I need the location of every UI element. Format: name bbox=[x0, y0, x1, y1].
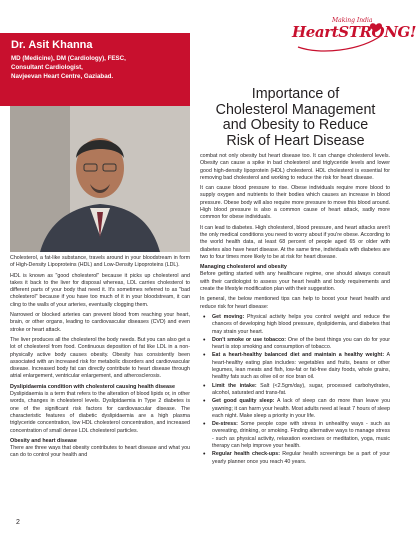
section-heading: Managing cholesterol and obesity bbox=[200, 264, 287, 271]
author-photo bbox=[10, 106, 190, 252]
list-item: • Eat a heart-healthy balanced diet and maintain a healthy weight: A heart-healthy eating plan includes: vegetables and fruits, beans or other legumes, lean meats and fish, low-fat or fat-free dairy foods, whole grains, healthy fats such as olive oil or rice bran oil. bbox=[200, 352, 390, 381]
logo-brand: HeartSTRONG! bbox=[292, 23, 416, 41]
list-item: • Don't smoke or use tobacco: One of the best things you can do for your heart is stop smoking and consumption of tobacco. bbox=[200, 337, 390, 352]
list-item: • Regular health check-ups: Regular health screenings be a part of your yearly planner once you reach 40 years. bbox=[200, 451, 390, 466]
headline-line: and Obesity to Reduce bbox=[222, 117, 369, 134]
author-name: Dr. Asit Khanna bbox=[11, 39, 93, 51]
paragraph: It can cause blood pressure to rise. Obese individuals require more blood to supply oxygen and nutrients to their bodies which causes an increase in blood pressure. Obese body will also require more pressure to move this blood around. High blood pressure is also a common cause of heart attack, sadly more common for obese individuals. bbox=[200, 185, 390, 221]
paragraph: Dyslipidaemia is a term that refers to the alteration of blood lipids or, in other words, changes in cholesterol levels. Dyslipidaemia in Type 2 diabetes is one of the significant risk factors for cardiovascular disease. The characteristic features of diabetic dyslipidaemia are a high plasma triglyceride concentration, low HDL cholesterol concentration, and increased concentration of small dense LDL cholesterol particles. bbox=[10, 391, 190, 434]
paragraph: Before getting started with any healthcare regime, one should always consult with their cardiologist to assess your heart health and body requirements and create the lifestyle modification plan with their suggestion. bbox=[200, 271, 390, 293]
paragraph: It can lead to diabetes. High cholesterol, blood pressure, and heart attacks aren't the only medical conditions you need to worry about if you're obese. According to the world health data, at least 68 percent of people aged 65 or older with diabetes also have heart disease. At the same time, individuals with diabetes are two to four times more likely to be at risk for heart disease. bbox=[200, 224, 390, 260]
headline-line: Importance of bbox=[251, 86, 340, 102]
paragraph: Cholesterol, a fat-like substance, travels around in your bloodstream in form of High-Density Lipoproteins (HDL) and Low-Density Lipoproteins (LDL). bbox=[10, 255, 190, 269]
author-credentials: MD (Medicine), DM (Cardiology), FESC, bbox=[11, 55, 126, 62]
list-item: • De-stress: Some people cope with stress in unhealthy ways - such as overeating, drinking, or smoking. Finding alternative ways to manage stress - such as physical activity, relaxation exercises or meditation, yoga, music therapy can help improve your health. bbox=[200, 421, 390, 450]
paragraph: Narrowed or blocked arteries can prevent blood from reaching your heart, brain, or other organs, leading to cardiovascular diseases (CVD) and even stroke or heart attack. bbox=[10, 312, 190, 333]
list-item: • Limit the intake: Salt (<2.5gm/day), sugar, processed carbohydrates, alcohol, saturated and trans-fat. bbox=[200, 383, 390, 398]
paragraph: combat not only obesity but heart disease too. It can change cholesterol levels. Obesity can cause a spike in bad cholesterol and triglyceride levels and lower good high-density lipoprotein (HDL) cholesterol. HDL cholesterol is essential for removing bad cholesterol and working to reduce the risk for heart disease. bbox=[200, 153, 390, 181]
right-column bbox=[200, 153, 390, 467]
section-heading: Dyslipidaemia condition with cholesterol causing health disease bbox=[10, 383, 176, 390]
author-title: Consultant Cardiologist, bbox=[11, 64, 83, 71]
article-headline bbox=[193, 87, 398, 150]
headline-line: Risk of Heart Disease bbox=[226, 133, 365, 150]
paragraph: HDL is known as "good cholesterol" because it picks up cholesterol and takes it back to the liver for disposal whereas, LDL carries cholesterol to different parts of your body that need it. It's sometimes referred to as "bad cholesterol" because if you have too much of it in your bloodstream, it can cling to the walls of your arteries, eventually clogging them. bbox=[10, 272, 190, 308]
paragraph: In general, the below mentioned tips can help to boost your heart health and reduce risk for heart disease: bbox=[200, 296, 390, 310]
tips-list bbox=[200, 314, 390, 466]
page-number: 2 bbox=[16, 519, 20, 526]
paragraph: The liver produces all the cholesterol the body needs. But you can also get a lot of cholesterol from food. Continuous deposition of fat like LDL in a non-physically active body causes obesity. Obesity has consistently been associated with an increased risk for metabolic disorders and cardiovascular disease. Increased body fat can directly contribute to heart disease through atrial enlargement, ventricular enlargement, and atherosclerosis. bbox=[10, 336, 190, 380]
logo-tagline: Making India bbox=[332, 17, 373, 24]
left-column bbox=[10, 255, 190, 463]
portrait-image bbox=[10, 106, 190, 252]
author-hospital: Navjeevan Heart Centre, Gaziabad. bbox=[11, 73, 114, 80]
author-banner bbox=[0, 33, 190, 106]
list-item: • Get moving: Physical activity helps you control weight and reduce the chances of developing high blood pressure, dyslipidemia, and diabetes that may strain your heart. bbox=[200, 314, 390, 336]
list-item: • Get good quality sleep: A lack of sleep can do more than leave you yawning; it can harm your health. Most adults need at least 7 hours of sleep each night. Make sleep a priority in your life. bbox=[200, 398, 390, 420]
section-heading: Obesity and heart disease bbox=[10, 437, 77, 444]
heartstrong-logo bbox=[290, 17, 416, 61]
headline-line: Cholesterol Management bbox=[215, 101, 376, 118]
paragraph: There are three ways that obesity contributes to heart disease and what you can do to control your health and bbox=[10, 445, 190, 459]
